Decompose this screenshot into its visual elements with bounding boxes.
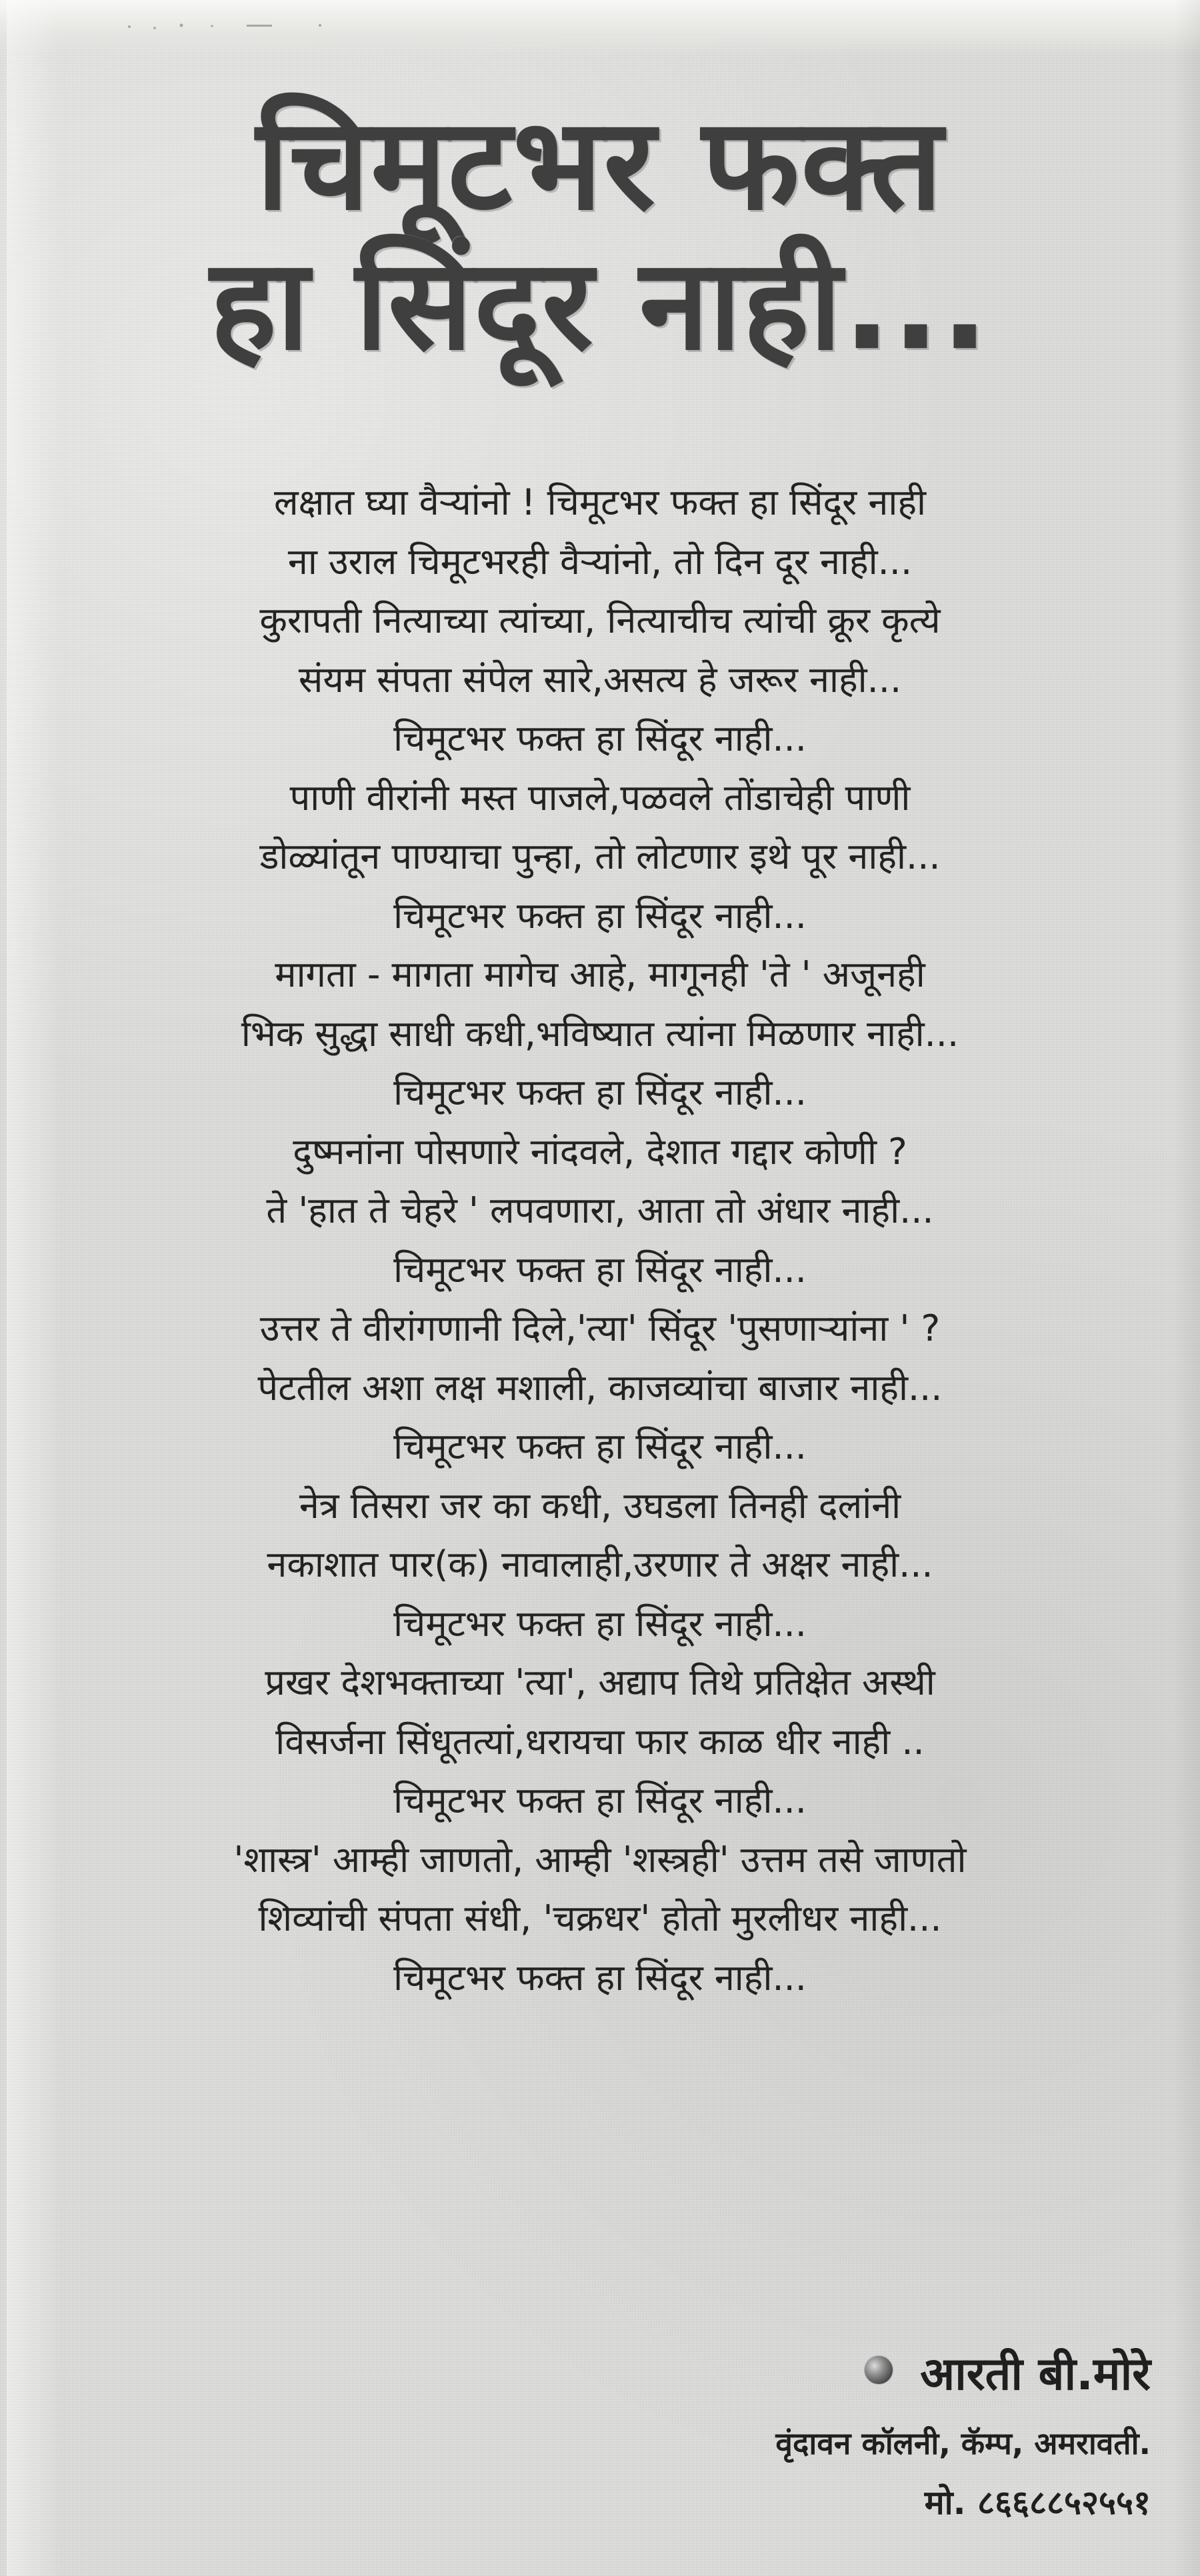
poem-line-6: पाणी वीरांनी मस्त पाजले,पळवले तोंडाचेही पाणी xyxy=(289,776,911,819)
right-paper-shadow xyxy=(1173,0,1200,2576)
poem-line-2: ना उराल चिमूटभरही वैऱ्यांनो, तो दिन दूर नाही... xyxy=(287,540,913,583)
author-name: आरती बी.मोरे xyxy=(920,2348,1151,2401)
poem-line-15: उत्तर ते वीरांगणानी दिले,'त्या' सिंदूर 'पुसणाऱ्यांना ' ? xyxy=(259,1307,941,1349)
poem-line-19: नकाशात पार(क) नावालाही,उरणार ते अक्षर नाही... xyxy=(267,1543,933,1585)
poem-line-22: विसर्जना सिंधूतत्यां,धरायचा फार काळ धीर नाही .. xyxy=(275,1720,925,1763)
poem-line-4: संयम संपता संपेल सारे,असत्य हे जरूर नाही... xyxy=(298,658,902,701)
poem-line-8: चिमूटभर फक्त हा सिंदूर नाही... xyxy=(393,894,807,937)
poem-line-20: चिमूटभर फक्त हा सिंदूर नाही... xyxy=(393,1602,807,1645)
author-block xyxy=(775,2347,1151,2524)
left-paper-smudge xyxy=(7,0,60,2576)
poem-line-1: लक्षात घ्या वैऱ्यांनो ! चिमूटभर फक्त हा सिंदूर नाही xyxy=(274,481,926,523)
author-name-row xyxy=(775,2347,1151,2403)
author-phone: मो. ८६६८८५२५५१ xyxy=(924,2483,1151,2522)
poem-line-3: कुरापती नित्याच्या त्यांच्या, नित्याचीच त्यांची क्रूर कृत्ये xyxy=(259,599,941,641)
poem-line-16: पेटतील अशा लक्ष मशाली, काजव्यांचा बाजार नाही... xyxy=(257,1366,943,1409)
poem-line-10: भिक सुद्धा साधी कधी,भविष्यात त्यांना मिळणार नाही... xyxy=(241,1012,959,1055)
poem-line-18: नेत्र तिसरा जर का कधी, उघडला तिनही दलांनी xyxy=(299,1484,901,1527)
poem-line-24: 'शास्त्र' आम्ही जाणतो, आम्ही 'शस्त्रही' उत्तम तसे जाणतो xyxy=(233,1838,967,1881)
poem-line-12: दुष्मनांना पोसणारे नांदवले, देशात गद्दार कोणी ? xyxy=(293,1130,907,1173)
poem-title xyxy=(63,91,1137,378)
poem-line-14: चिमूटभर फक्त हा सिंदूर नाही... xyxy=(393,1248,807,1291)
poem-line-25: शिव्यांची संपता संधी, 'चक्रधर' होतो मुरलीधर नाही... xyxy=(258,1897,942,1939)
poem-line-21: प्रखर देशभक्ताच्या 'त्या', अद्याप तिथे प्रतिक्षेत अस्थी xyxy=(265,1661,935,1703)
poem-line-13: ते 'हात ते चेहरे ' लपवणारा, आता तो अंधार नाही... xyxy=(266,1189,934,1231)
poem-line-23: चिमूटभर फक्त हा सिंदूर नाही... xyxy=(393,1779,807,1821)
poem-line-11: चिमूटभर फक्त हा सिंदूर नाही... xyxy=(393,1071,807,1113)
poem-line-5: चिमूटभर फक्त हा सिंदूर नाही... xyxy=(393,717,807,759)
poem-line-26: चिमूटभर फक्त हा सिंदूर नाही... xyxy=(393,1956,807,1999)
poem-body xyxy=(80,473,1120,2007)
author-bullet-icon xyxy=(865,2356,893,2384)
top-marks xyxy=(120,17,400,35)
poem-line-17: चिमूटभर फक्त हा सिंदूर नाही... xyxy=(393,1425,807,1467)
poem-line-9: मागता - मागता मागेच आहे, मागूनही 'ते ' अजूनही xyxy=(275,953,925,995)
title-line-1: चिमूटभर फक्त xyxy=(256,91,944,238)
poem-line-7: डोळ्यांतून पाण्याचा पुन्हा, तो लोटणार इथे पूर नाही... xyxy=(259,835,941,877)
author-address: वृंदावन कॉलनी, कॅम्प, अमरावती. xyxy=(775,2425,1151,2461)
title-line-2: हा सिंदूर नाही... xyxy=(210,231,990,378)
